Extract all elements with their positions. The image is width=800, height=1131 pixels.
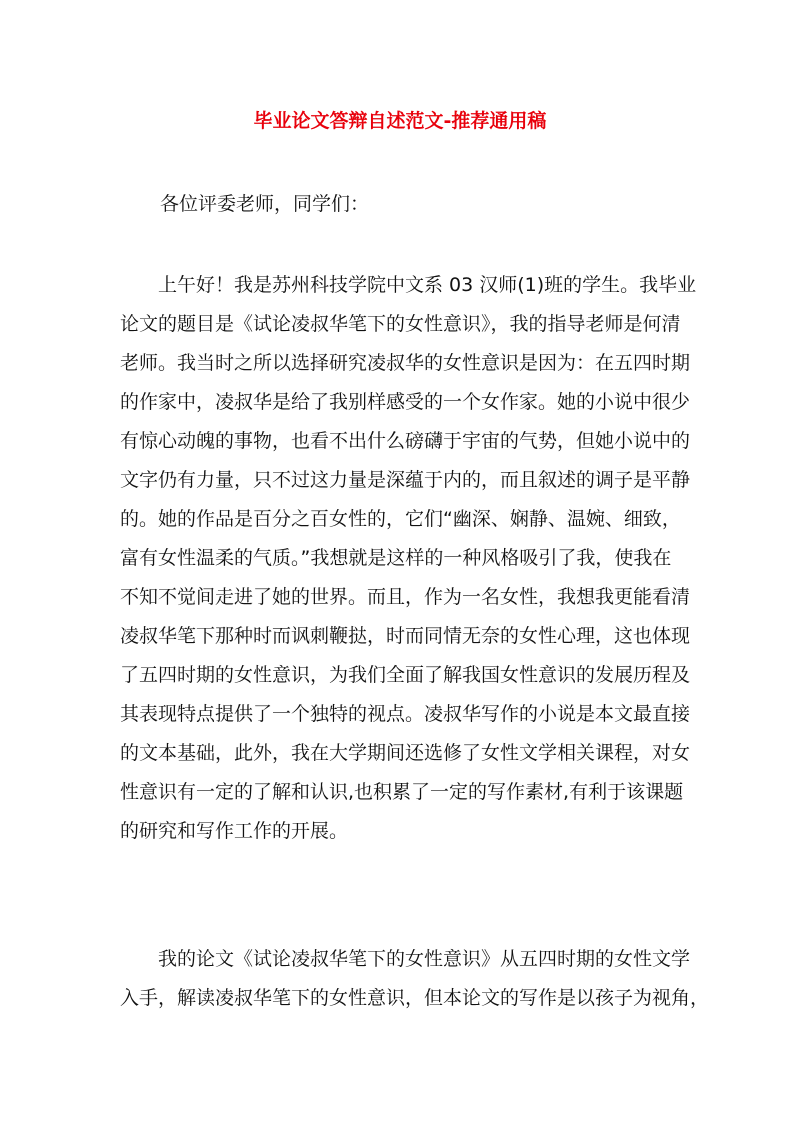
paragraph-line: 的。她的作品是百分之百女性的，它们“幽深、娴静、温婉、细致，: [120, 508, 681, 530]
paragraph-line: 有惊心动魄的事物，也看不出什么磅礴于宇宙的气势，但她小说中的: [120, 430, 691, 452]
paragraph-line: 富有女性温柔的气质。”我想就是这样的一种风格吸引了我，使我在: [120, 547, 672, 569]
paragraph-line: 我的论文《试论凌叔华笔下的女性意识》从五四时期的女性文学: [158, 948, 691, 970]
paragraph-line: 凌叔华笔下那种时而讽刺鞭挞，时而同情无奈的女性心理，这也体现: [120, 625, 691, 647]
paragraph-line: 的文本基础，此外，我在大学期间还选修了女性文学相关课程，对女: [120, 742, 691, 764]
paragraph-line: 不知不觉间走进了她的世界。而且，作为一名女性，我想我更能看清: [120, 586, 691, 608]
paragraph-line: 性意识有一定的了解和认识,也积累了一定的写作素材,有利于该课题: [120, 781, 684, 803]
paragraph-2: [120, 940, 710, 1018]
paragraph-line: 的研究和写作工作的开展。: [120, 820, 349, 842]
paragraph-line: 老师。我当时之所以选择研究凌叔华的女性意识是因为：在五四时期: [120, 352, 691, 374]
paragraph-line: 了五四时期的女性意识，为我们全面了解我国女性意识的发展历程及: [120, 664, 691, 686]
paragraph-line: 其表现特点提供了一个独特的视点。凌叔华写作的小说是本文最直接: [120, 703, 691, 725]
document-title: 毕业论文答辩自述范文-推荐通用稿: [253, 110, 547, 132]
paragraph-line: 论文的题目是《试论凌叔华笔下的女性意识》，我的指导老师是何清: [120, 313, 681, 335]
paragraph-line: 的作家中，凌叔华是给了我别样感受的一个女作家。她的小说中很少: [120, 391, 691, 413]
salutation: 各位评委老师，同学们：: [160, 193, 370, 215]
paragraph-line: 入手，解读凌叔华笔下的女性意识，但本论文的写作是以孩子为视角，: [120, 987, 710, 1009]
paragraph-line: 文字仍有力量，只不过这力量是深蕴于内的，而且叙述的调子是平静: [120, 469, 691, 491]
paragraph-line: 上午好！我是苏州科技学院中文系 03 汉师(1)班的学生。我毕业: [158, 274, 697, 296]
paragraph-1: [120, 266, 697, 851]
